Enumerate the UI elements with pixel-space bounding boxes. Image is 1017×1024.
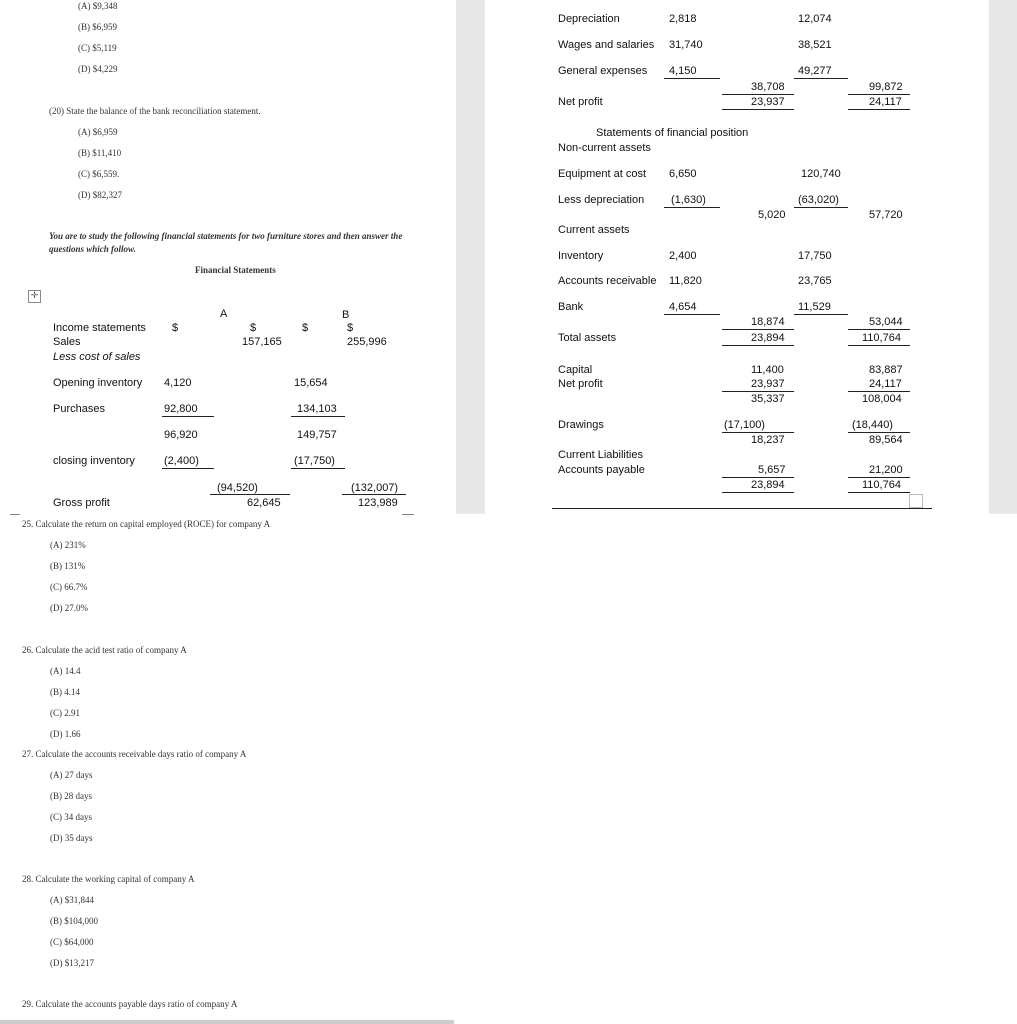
q29-question: 29. Calculate the accounts payable days ratio of company A — [22, 999, 238, 1009]
inv-label: Inventory — [558, 250, 604, 262]
cap-b: 83,887 — [869, 364, 903, 376]
col-b-header: B — [342, 309, 350, 321]
gen-a-underline — [664, 78, 720, 79]
cogs-a-underline — [210, 494, 290, 495]
eq-b: 89,564 — [869, 434, 903, 446]
q20-option-d: (D) $82,327 — [78, 190, 122, 200]
q20-option-c: (C) $6,559. — [78, 169, 120, 179]
sales-a: 157,165 — [242, 336, 282, 348]
ca-total-b-underline — [848, 329, 910, 330]
q19-option-b: (B) $6,959 — [78, 22, 117, 32]
opening-label: Opening inventory — [53, 377, 143, 389]
dep-b: 12,074 — [798, 13, 832, 25]
q27-option-c: (C) 34 days — [50, 812, 92, 822]
wages-a: 31,740 — [669, 39, 703, 51]
dep-a: 2,818 — [669, 13, 697, 25]
np2-label: Net profit — [558, 378, 603, 390]
sales-label: Sales — [53, 336, 81, 348]
bank-b: 11,529 — [798, 301, 831, 313]
closing-label: closing inventory — [53, 455, 135, 467]
draw-label: Drawings — [558, 419, 604, 431]
np-b: 24,117 — [869, 96, 902, 108]
q25-option-b: (B) 131% — [50, 561, 86, 571]
table-corner-mark-right — [402, 514, 414, 515]
nca-b: 57,720 — [869, 209, 903, 221]
q28-option-c: (C) $64,000 — [50, 937, 94, 947]
table-corner-mark — [10, 514, 20, 515]
draw-a: (17,100) — [724, 419, 765, 431]
q27-question: 27. Calculate the accounts receivable days ratio of company A — [22, 749, 247, 759]
bank-b-underline — [794, 314, 848, 315]
bottom-edge — [0, 1020, 454, 1024]
np2-a: 23,937 — [751, 378, 785, 390]
sub-b: 149,757 — [297, 429, 337, 441]
less-cost-label: Less cost of sales — [53, 351, 141, 363]
table-resize-handle[interactable] — [909, 494, 923, 508]
q28-question: 28. Calculate the working capital of company A — [22, 874, 195, 884]
purchases-a-underline — [162, 416, 214, 417]
q27-option-a: (A) 27 days — [50, 770, 93, 780]
dollar-4: $ — [347, 322, 354, 334]
ap-a: 5,657 — [758, 464, 786, 476]
dollar-2: $ — [250, 322, 257, 334]
ar-label: Accounts receivable — [558, 275, 657, 287]
tl-a: 23,894 — [751, 479, 785, 491]
cogs-b-underline — [342, 494, 406, 495]
capsum-a: 35,337 — [751, 393, 785, 405]
wages-b: 38,521 — [798, 39, 832, 51]
gross-label: Gross profit — [53, 497, 110, 509]
np2-b-underline — [848, 391, 910, 392]
q25-option-d: (D) 27.0% — [50, 603, 88, 613]
ca-total-a-underline — [722, 329, 794, 330]
gross-b: 123,989 — [358, 497, 398, 509]
gen-a: 4,150 — [669, 65, 697, 77]
np-label: Net profit — [558, 96, 603, 108]
dollar-3: $ — [302, 322, 309, 334]
q26-option-c: (C) 2.91 — [50, 708, 80, 718]
ap-a-underline — [722, 477, 794, 478]
q19-option-a: (A) $9,348 — [78, 1, 118, 11]
gen-label: General expenses — [558, 65, 648, 77]
eq-a: 18,237 — [751, 434, 785, 446]
equip-b: 120,740 — [801, 168, 841, 180]
income-label: Income statements — [53, 322, 146, 334]
q20-option-a: (A) $6,959 — [78, 127, 118, 137]
closing-b-underline — [291, 468, 345, 469]
exp-total-a: 38,708 — [751, 81, 785, 93]
bank-label: Bank — [558, 301, 584, 313]
ca-label: Current assets — [558, 224, 630, 236]
table-move-handle-icon[interactable]: ✛ — [28, 290, 41, 303]
ap-b-underline — [848, 477, 910, 478]
opening-b: 15,654 — [294, 377, 328, 389]
ta-a-underline — [722, 345, 794, 346]
closing-b: (17,750) — [294, 455, 335, 467]
cogs-b: (132,007) — [351, 482, 399, 494]
np2-b: 24,117 — [869, 378, 902, 390]
purchases-a: 92,800 — [164, 403, 198, 415]
q20-question: (20) State the balance of the bank reconciliation statement. — [49, 106, 261, 116]
ap-label: Accounts payable — [558, 464, 645, 476]
cl-label: Current Liabilities — [558, 449, 643, 461]
q26-option-a: (A) 14.4 — [50, 666, 81, 676]
np2-a-underline — [722, 391, 794, 392]
page-gap-right — [989, 0, 1017, 514]
tl-a-underline — [722, 492, 794, 493]
draw-a-underline — [722, 432, 794, 433]
q25-option-a: (A) 231% — [50, 540, 86, 550]
q19-option-c: (C) $5,119 — [78, 43, 117, 53]
ta-b-underline — [848, 345, 910, 346]
sfp-heading: Statements of financial position — [596, 127, 749, 139]
ldep-b: (63,020) — [798, 194, 839, 206]
q26-option-b: (B) 4.14 — [50, 687, 80, 697]
gen-b-underline — [794, 78, 848, 79]
np-b-underline — [848, 109, 910, 110]
cap-label: Capital — [558, 364, 593, 376]
nca-label: Non-current assets — [558, 142, 651, 154]
ap-b: 21,200 — [869, 464, 903, 476]
capsum-b: 108,004 — [862, 393, 902, 405]
bank-a-underline — [664, 314, 720, 315]
equip-a: 6,650 — [669, 168, 697, 180]
purchases-b-underline — [291, 416, 345, 417]
purchases-b: 134,103 — [297, 403, 337, 415]
table-bottom-border — [552, 508, 932, 509]
page-gap — [456, 0, 485, 514]
ar-a: 11,820 — [669, 275, 702, 287]
ta-label: Total assets — [558, 332, 617, 344]
q26-option-d: (D) 1.66 — [50, 729, 81, 739]
tl-b-underline — [848, 492, 910, 493]
opening-a: 4,120 — [164, 377, 192, 389]
wages-label: Wages and salaries — [558, 39, 655, 51]
instructions-line2: questions which follow. — [49, 244, 136, 254]
purchases-label: Purchases — [53, 403, 105, 415]
instructions-line1: You are to study the following financial statements for two furniture stores and then answer the — [49, 231, 403, 241]
nca-a: 5,020 — [758, 209, 786, 221]
exp-total-a-underline — [722, 94, 794, 95]
q25-question: 25. Calculate the return on capital employed (ROCE) for company A — [22, 519, 271, 529]
exp-total-b-underline — [848, 94, 910, 95]
q27-option-d: (D) 35 days — [50, 833, 93, 843]
q27-option-b: (B) 28 days — [50, 791, 92, 801]
dollar-1: $ — [172, 322, 179, 334]
ca-total-b: 53,044 — [869, 316, 903, 328]
exp-total-b: 99,872 — [869, 81, 903, 93]
bank-a: 4,654 — [669, 301, 697, 313]
equip-label: Equipment at cost — [558, 168, 647, 180]
col-a-header: A — [220, 308, 228, 320]
ldep-a: (1,630) — [671, 194, 706, 206]
q28-option-b: (B) $104,000 — [50, 916, 98, 926]
np-a: 23,937 — [751, 96, 785, 108]
ca-total-a: 18,874 — [751, 316, 785, 328]
closing-a: (2,400) — [164, 455, 199, 467]
gross-a: 62,645 — [247, 497, 281, 509]
ta-b: 110,764 — [862, 332, 901, 344]
np-a-underline — [722, 109, 794, 110]
cap-a: 11,400 — [751, 364, 784, 376]
inv-a: 2,400 — [669, 250, 697, 262]
ta-a: 23,894 — [751, 332, 785, 344]
q28-option-a: (A) $31,844 — [50, 895, 94, 905]
ldep-label: Less depreciation — [558, 194, 645, 206]
q25-option-c: (C) 66.7% — [50, 582, 88, 592]
ldep-a-underline — [664, 207, 720, 208]
sales-b: 255,996 — [347, 336, 387, 348]
draw-b-underline — [848, 432, 910, 433]
fs-heading: Financial Statements — [195, 265, 276, 275]
ldep-b-underline — [794, 207, 848, 208]
q28-option-d: (D) $13,217 — [50, 958, 94, 968]
closing-a-underline — [162, 468, 214, 469]
q20-option-b: (B) $11,410 — [78, 148, 122, 158]
draw-b: (18,440) — [852, 419, 893, 431]
cogs-a: (94,520) — [217, 482, 258, 494]
tl-b: 110,764 — [862, 479, 901, 491]
q26-question: 26. Calculate the acid test ratio of company A — [22, 645, 187, 655]
ar-b: 23,765 — [798, 275, 832, 287]
dep-label: Depreciation — [558, 13, 620, 25]
sub-a: 96,920 — [164, 429, 198, 441]
q19-option-d: (D) $4,229 — [78, 64, 118, 74]
inv-b: 17,750 — [798, 250, 832, 262]
gen-b: 49,277 — [798, 65, 832, 77]
